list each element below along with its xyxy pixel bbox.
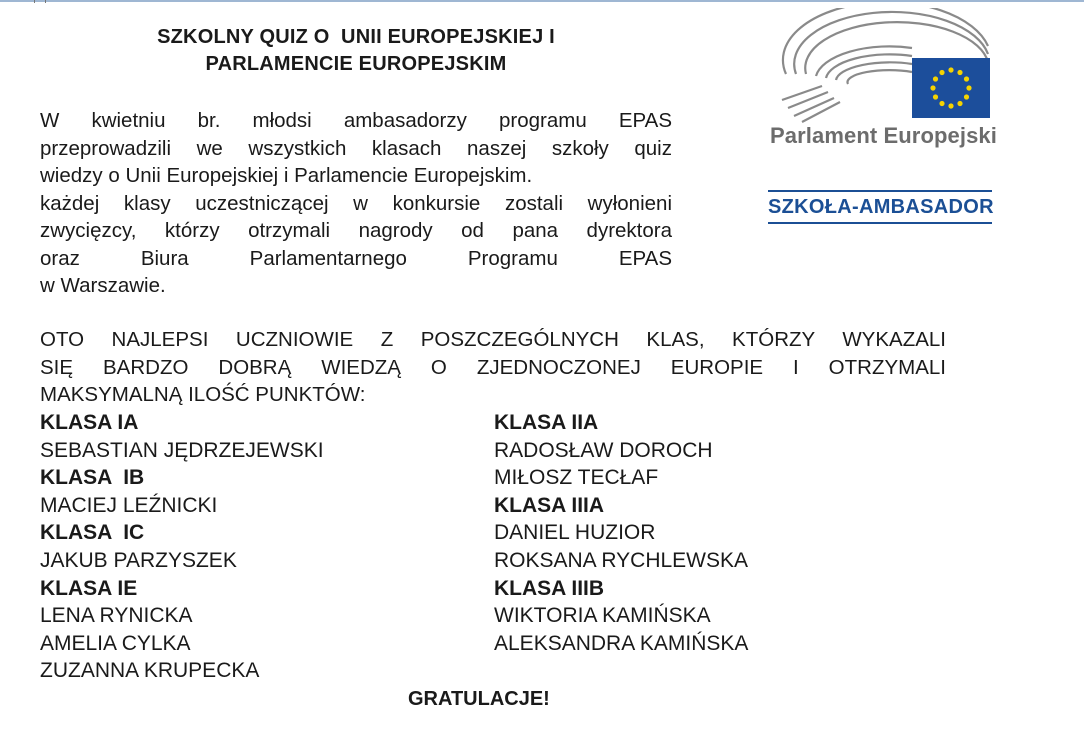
winners-lead (40, 326, 946, 409)
class-heading: KLASA IIA (494, 411, 599, 434)
student-name: MIŁOSZ TECŁAF (494, 466, 659, 490)
ambassador-badge (768, 190, 992, 224)
student-name: ALEKSANDRA KAMIŃSKA (494, 631, 749, 655)
title-line-2: PARLAMENCIE EUROPEJSKIM (205, 53, 507, 75)
student-name: LENA RYNICKA (40, 604, 193, 628)
intro-line: przeprowadzili we wszystkich klasach naszej szkoły quiz (40, 136, 672, 160)
winners-left-column (40, 409, 324, 685)
lead-line: SIĘ BARDZO DOBRĄ WIEDZĄ O ZJEDNOCZONEJ EUROPIE I OTRZYMALI (40, 355, 946, 379)
closing-text: GRATULACJE! (408, 688, 550, 710)
page-title (40, 24, 672, 78)
lead-line: MAKSYMALNĄ ILOŚĆ PUNKTÓW: (40, 383, 366, 406)
title-line-1: SZKOLNY QUIZ O UNII EUROPEJSKIEJ I (157, 26, 555, 48)
top-marker (34, 0, 46, 3)
student-name: JAKUB PARZYSZEK (40, 548, 237, 572)
intro-line: wiedzy o Unii Europejskiej i Parlamencie Europejskim. (40, 164, 533, 187)
intro-line: W kwietniu br. młodsi ambasadorzy programu EPAS (40, 109, 672, 132)
student-name: RADOSŁAW DOROCH (494, 438, 713, 462)
winners-right-column (494, 409, 748, 657)
student-name: ZUZANNA KRUPECKA (40, 659, 260, 683)
class-heading: KLASA IA (40, 411, 139, 434)
class-heading: KLASA IB (40, 466, 145, 490)
student-name: DANIEL HUZIOR (494, 521, 656, 545)
class-heading: KLASA IIIA (494, 493, 605, 517)
top-border (0, 0, 1084, 2)
lead-line: OTO NAJLEPSI UCZNIOWIE Z POSZCZEGÓLNYCH KLAS, KTÓRZY WYKAZALI (40, 328, 946, 351)
intro-paragraph (40, 107, 672, 300)
eu-flag-icon (912, 58, 990, 118)
ambassador-badge-label: SZKOŁA-AMBASADOR (768, 196, 994, 218)
class-heading: KLASA IC (40, 521, 145, 545)
student-name: SEBASTIAN JĘDRZEJEWSKI (40, 438, 324, 462)
student-name: MACIEJ LEŹNICKI (40, 493, 218, 517)
class-heading: KLASA IE (40, 576, 138, 600)
class-heading: KLASA IIIB (494, 576, 605, 600)
parliament-name: Parlament Europejski (770, 123, 997, 148)
student-name: AMELIA CYLKA (40, 631, 191, 655)
intro-line: w Warszawie. (40, 274, 166, 297)
intro-line: oraz Biura Parlamentarnego Programu EPAS (40, 246, 672, 270)
student-name: WIKTORIA KAMIŃSKA (494, 604, 711, 628)
student-name: ROKSANA RYCHLEWSKA (494, 548, 749, 572)
intro-line: zwycięzcy, którzy otrzymali nagrody od pana dyrektora (40, 219, 672, 242)
intro-line: każdej klasy uczestniczącej w konkursie zostali wyłonieni (40, 191, 672, 215)
